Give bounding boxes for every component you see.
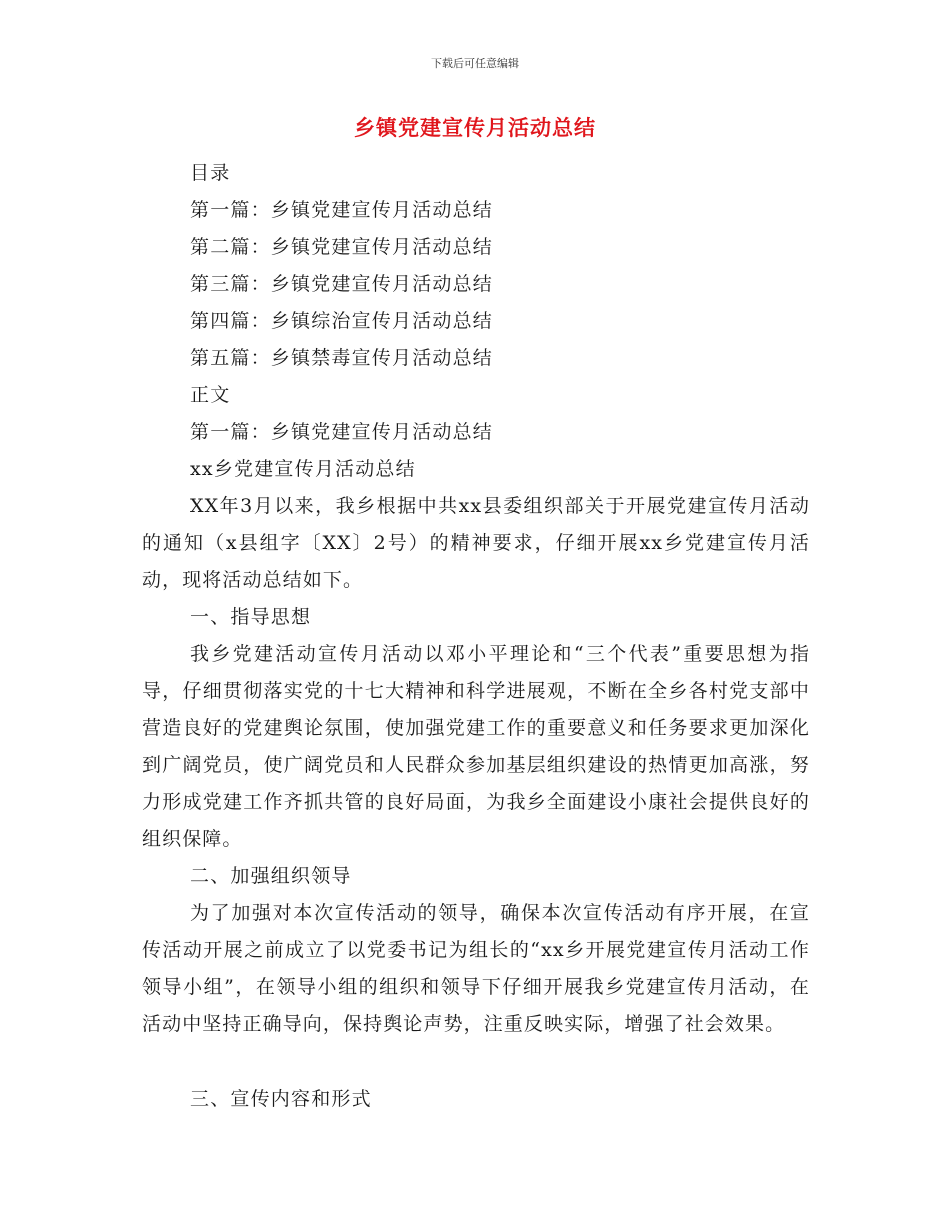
document-title: 乡镇党建宣传月活动总结 [354, 115, 596, 140]
toc-item: 第四篇：乡镇综治宣传月活动总结 [190, 310, 494, 332]
toc-item: 第二篇：乡镇党建宣传月活动总结 [190, 236, 494, 258]
section-heading: 二、加强组织领导 [190, 865, 352, 887]
section-heading: 一、指导思想 [190, 606, 312, 628]
section-heading: 三、宣传内容和形式 [190, 1088, 372, 1110]
toc-heading: 目录 [190, 162, 231, 184]
article-subtitle: xx乡党建宣传月活动总结 [190, 458, 416, 480]
section-paragraph: 我乡党建活动宣传月活动以邓小平理论和“三个代表”重要思想为指导，仔细贯彻落实党的十七大精神和科学进展观，不断在全乡各村党支部中营造良好的党建舆论氛围，使加强党建工作的重要意义和任务要求更加深化到广阔党员，使广阔党员和人民群众参加基层组织建设的热情更加高涨，努力形成党建工作齐抓共管的良好局面，为我乡全面建设小康社会提供良好的组织保障。 [142, 643, 810, 850]
body-heading: 正文 [190, 384, 231, 406]
toc-item: 第一篇：乡镇党建宣传月活动总结 [190, 199, 494, 221]
page-header: 下载后可任意编辑 [431, 57, 519, 70]
toc-item: 第三篇：乡镇党建宣传月活动总结 [190, 273, 494, 295]
section-paragraph: 为了加强对本次宣传活动的领导，确保本次宣传活动有序开展，在宣传活动开展之前成立了以党委书记为组长的“xx乡开展党建宣传月活动工作领导小组”，在领导小组的组织和领导下仔细开展我乡党建宣传月活动，在活动中坚持正确导向，保持舆论声势，注重反映实际，增强了社会效果。 [142, 902, 810, 1035]
toc-item: 第五篇：乡镇禁毒宣传月活动总结 [190, 347, 494, 369]
intro-paragraph: XX年3月以来，我乡根据中共xx县委组织部关于开展党建宣传月活动的通知（x县组字〔XX〕2号）的精神要求，仔细开展xx乡党建宣传月活动，现将活动总结如下。 [142, 495, 810, 591]
article-title: 第一篇：乡镇党建宣传月活动总结 [190, 421, 494, 443]
